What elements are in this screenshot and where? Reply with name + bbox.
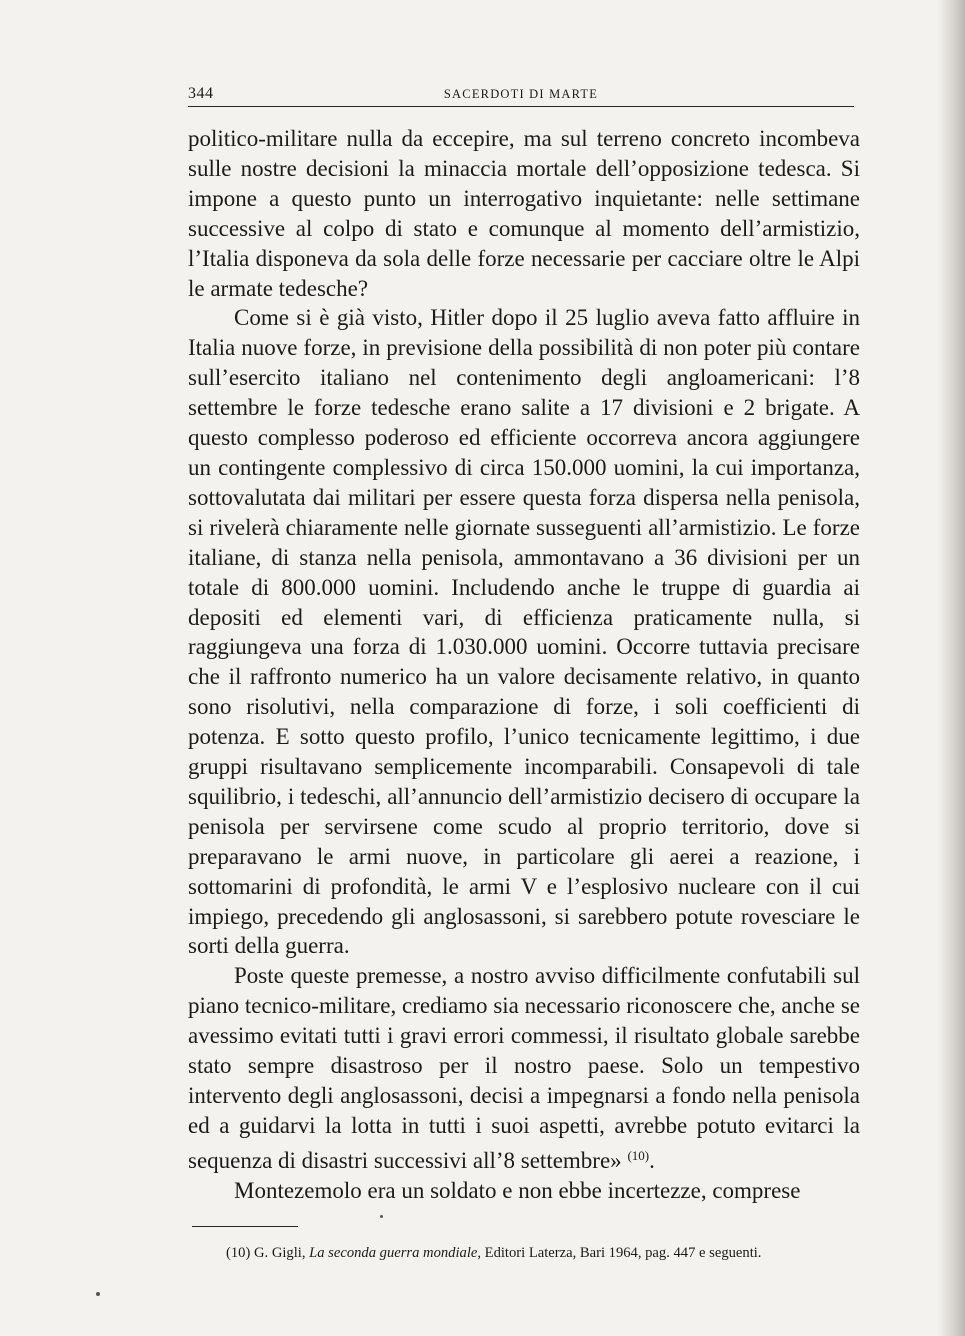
paragraph-3 xyxy=(188,961,860,1175)
main-text xyxy=(188,124,860,1206)
footnote-title: La seconda guerra mondiale xyxy=(309,1245,478,1261)
footnote-number: (10) xyxy=(226,1245,251,1261)
paragraph-3-text: Poste queste premesse, a nostro avviso difficilmente confutabili sul piano tecnico-militare, crediamo sia necessario riconoscere che, anche se avessimo evitati tutti i gravi errori commessi, il risultato globale sarebbe stato sempre disastroso per il nostro paese. Solo un tempestivo intervento degli anglosassoni, decisi a impegnarsi a fondo nella penisola ed a guidarvi la lotta in tutti i suoi aspetti, avrebbe potuto evitarci la sequenza di disastri successivi all’8 settembre» xyxy=(188,963,860,1173)
paper-speck xyxy=(96,1292,100,1296)
paper-speck xyxy=(380,1215,383,1218)
footnote-author: G. Gigli, xyxy=(253,1245,306,1261)
footnote xyxy=(226,1244,866,1262)
paragraph-1: politico-militare nulla da eccepire, ma sul terreno concreto incombeva sulle nostre decisioni la minaccia mortale dell’opposizione tedesca. Si impone a questo punto un interrogativo inquietante: nelle settimane successive al colpo di stato e comunque al momento dell’armistizio, l’Italia disponeva da sola delle forze necessarie per cacciare oltre le Alpi le armate tedesche? xyxy=(188,126,860,301)
page-header xyxy=(188,84,854,107)
running-title: SACERDOTI DI MARTE xyxy=(443,87,599,101)
paragraph-4: Montezemolo era un soldato e non ebbe incertezze, comprese xyxy=(234,1177,801,1203)
footnote-details: , Editori Laterza, Bari 1964, pag. 447 e seguenti. xyxy=(477,1245,762,1261)
paragraph-3-period: . xyxy=(649,1147,655,1173)
page-number: 344 xyxy=(188,85,214,102)
footnote-divider xyxy=(192,1226,298,1227)
footnote-reference: (10) xyxy=(627,1147,650,1163)
paragraph-2: Come si è già visto, Hitler dopo il 25 luglio aveva fatto affluire in Italia nuove forze, in previsione della possibilità di non poter più contare sull’esercito italiano nel contenimento degli angloamericani: l’8 settembre le forze tedesche erano salite a 17 divisioni e 2 brigate. A questo complesso poderoso ed efficiente occorreva ancora aggiungere un contingente complessivo di circa 150.000 uomini, la cui importanza, sottovalutata dai militari per essere questa forza dispersa nella penisola, si rivelerà chiaramente nelle giornate susseguenti all’armistizio. Le forze italiane, di stanza nella penisola, ammontavano a 36 divisioni per un totale di 800.000 uomini. Includendo anche le truppe di guardia ai depositi ed elementi vari, di efficienza praticamente nulla, si raggiungeva una forza di 1.030.000 uomini. Occorre tuttavia precisare che il raffronto numerico ha un valore decisamente relativo, in quanto sono risolutivi, nella comparazione di forze, i soli coefficienti di potenza. E sotto questo profilo, l’unico tecnicamente legittimo, i due gruppi risultavano semplicemente incomparabili. Consapevoli di tale squilibrio, i tedeschi, all’annuncio dell’armistizio decisero di occupare la penisola per servirsene come scudo al proprio territorio, dove si preparavano le armi nuove, in particolare gli aerei a reazione, i sottomarini di profondità, le armi V e l’esplosivo nucleare con il cui impiego, precedendo gli anglosassoni, si sarebbero potute rovesciare le sorti della guerra. xyxy=(188,305,860,959)
page-edge-shadow xyxy=(937,0,965,1336)
